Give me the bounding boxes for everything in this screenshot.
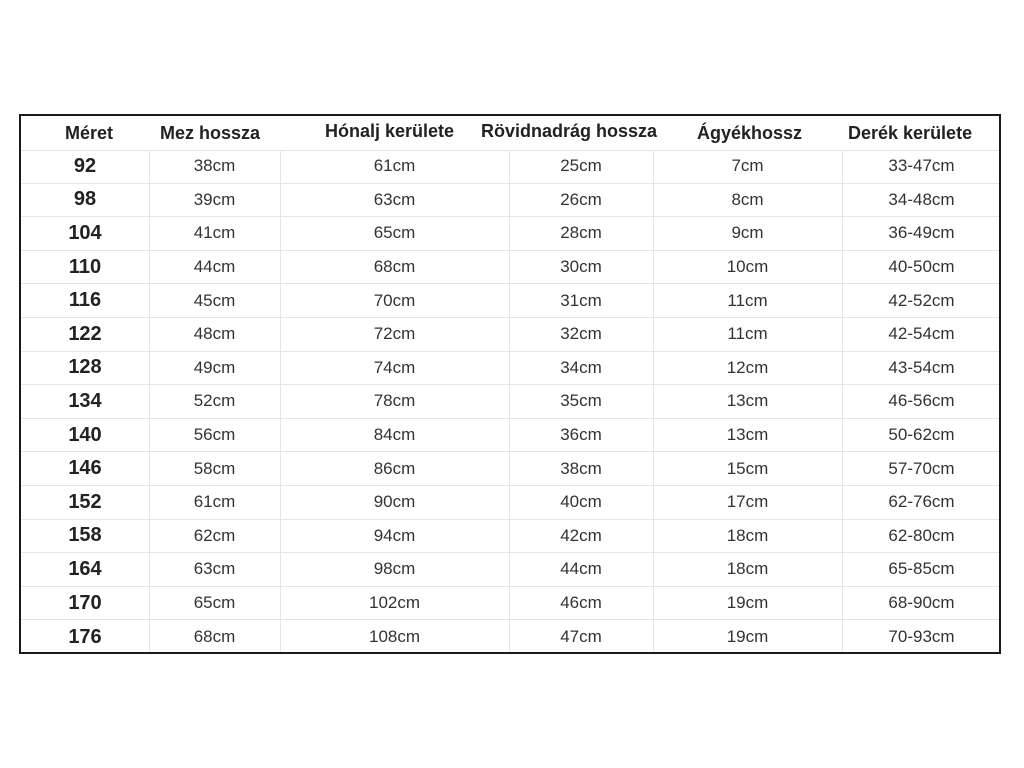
waist-cell: 46-56cm bbox=[888, 391, 955, 411]
size-cell: 164 bbox=[68, 557, 102, 580]
inseam-cell: 13cm bbox=[726, 391, 769, 411]
inseam-cell: 11cm bbox=[727, 324, 768, 344]
jersey-length-cell: 52cm bbox=[193, 391, 236, 411]
waist-cell: 65-85cm bbox=[888, 559, 955, 579]
inseam-cell: 8cm bbox=[731, 189, 764, 209]
size-cell: 134 bbox=[68, 389, 102, 412]
waist-cell: 42-52cm bbox=[888, 290, 955, 310]
chest-cell: 65cm bbox=[373, 223, 416, 243]
jersey-length-cell: 39cm bbox=[193, 189, 236, 209]
size-cell: 122 bbox=[68, 322, 102, 345]
jersey-length-cell: 65cm bbox=[193, 593, 236, 613]
jersey-length-cell: 38cm bbox=[193, 156, 236, 176]
chest-cell: 102cm bbox=[368, 593, 421, 613]
chest-cell: 68cm bbox=[373, 257, 416, 277]
waist-cell: 42-54cm bbox=[888, 324, 955, 344]
waist-cell: 70-93cm bbox=[888, 627, 955, 647]
table-row bbox=[21, 150, 999, 184]
chest-cell: 61cm bbox=[373, 156, 416, 176]
table-row bbox=[21, 419, 999, 453]
waist-cell: 50-62cm bbox=[888, 425, 955, 445]
table-row bbox=[21, 184, 999, 218]
shorts-length-cell: 28cm bbox=[560, 223, 602, 243]
header-agyekhossz: Ágyékhossz bbox=[697, 123, 803, 143]
header-derek-kerulete: Derék kerülete bbox=[848, 123, 973, 143]
size-cell: 158 bbox=[68, 524, 102, 547]
waist-cell: 34-48cm bbox=[888, 189, 955, 209]
waist-cell: 33-47cm bbox=[888, 156, 955, 176]
jersey-length-cell: 58cm bbox=[193, 458, 236, 478]
inseam-cell: 11cm bbox=[727, 290, 768, 310]
table-row bbox=[21, 385, 999, 419]
size-cell: 146 bbox=[68, 457, 102, 480]
inseam-cell: 7cm bbox=[731, 156, 764, 176]
chest-cell: 78cm bbox=[373, 391, 416, 411]
size-cell: 152 bbox=[68, 490, 102, 513]
inseam-cell: 18cm bbox=[726, 559, 769, 579]
table-row bbox=[21, 620, 999, 654]
size-cell: 98 bbox=[73, 188, 97, 211]
inseam-cell: 17cm bbox=[726, 492, 769, 512]
chest-cell: 74cm bbox=[373, 357, 416, 377]
shorts-length-cell: 40cm bbox=[560, 492, 602, 512]
chest-cell: 108cm bbox=[368, 627, 421, 647]
chest-cell: 98cm bbox=[373, 559, 416, 579]
size-cell: 128 bbox=[68, 356, 102, 379]
table-row bbox=[21, 318, 999, 352]
jersey-length-cell: 63cm bbox=[193, 559, 236, 579]
waist-cell: 36-49cm bbox=[888, 223, 955, 243]
table-row bbox=[21, 587, 999, 621]
column-divider bbox=[509, 150, 510, 652]
header-honalj-kerulete: Hónalj kerülete bbox=[325, 121, 455, 141]
waist-cell: 62-76cm bbox=[888, 492, 955, 512]
chest-cell: 63cm bbox=[373, 189, 416, 209]
shorts-length-cell: 36cm bbox=[560, 425, 602, 445]
waist-cell: 40-50cm bbox=[888, 257, 955, 277]
shorts-length-cell: 42cm bbox=[560, 525, 602, 545]
jersey-length-cell: 45cm bbox=[193, 290, 236, 310]
size-cell: 170 bbox=[68, 591, 102, 614]
waist-cell: 68-90cm bbox=[888, 593, 955, 613]
inseam-cell: 19cm bbox=[726, 593, 769, 613]
waist-cell: 62-80cm bbox=[888, 525, 955, 545]
shorts-length-cell: 38cm bbox=[560, 458, 602, 478]
table-row bbox=[21, 284, 999, 318]
table-row bbox=[21, 520, 999, 554]
chest-cell: 94cm bbox=[373, 525, 416, 545]
jersey-length-cell: 62cm bbox=[193, 525, 236, 545]
size-cell: 116 bbox=[68, 289, 102, 312]
inseam-cell: 12cm bbox=[726, 357, 769, 377]
size-chart-table bbox=[19, 114, 1001, 654]
shorts-length-cell: 35cm bbox=[560, 391, 602, 411]
table-row bbox=[21, 452, 999, 486]
table-row bbox=[21, 486, 999, 520]
size-cell: 92 bbox=[73, 154, 97, 177]
shorts-length-cell: 34cm bbox=[560, 357, 602, 377]
shorts-length-cell: 25cm bbox=[560, 156, 602, 176]
jersey-length-cell: 44cm bbox=[193, 257, 236, 277]
size-cell: 176 bbox=[68, 625, 102, 648]
inseam-cell: 15cm bbox=[726, 458, 769, 478]
jersey-length-cell: 56cm bbox=[193, 425, 236, 445]
shorts-length-cell: 32cm bbox=[560, 324, 602, 344]
jersey-length-cell: 48cm bbox=[193, 324, 236, 344]
chest-cell: 72cm bbox=[373, 324, 416, 344]
header-rovidnadrag-hossza: Rövidnadrág hossza bbox=[481, 121, 658, 141]
inseam-cell: 10cm bbox=[726, 257, 769, 277]
column-divider bbox=[149, 150, 150, 652]
table-body bbox=[21, 150, 999, 654]
table-row bbox=[21, 352, 999, 386]
table-row bbox=[21, 217, 999, 251]
shorts-length-cell: 47cm bbox=[560, 627, 602, 647]
waist-cell: 43-54cm bbox=[888, 357, 955, 377]
chest-cell: 86cm bbox=[373, 458, 416, 478]
shorts-length-cell: 44cm bbox=[560, 559, 602, 579]
size-cell: 104 bbox=[68, 221, 102, 244]
table-row bbox=[21, 553, 999, 587]
waist-cell: 57-70cm bbox=[888, 458, 955, 478]
jersey-length-cell: 68cm bbox=[193, 627, 236, 647]
inseam-cell: 19cm bbox=[726, 627, 769, 647]
size-cell: 140 bbox=[68, 423, 102, 446]
header-mez-hossza: Mez hossza bbox=[160, 123, 261, 143]
header-meret: Méret bbox=[65, 123, 114, 143]
jersey-length-cell: 41cm bbox=[193, 223, 236, 243]
table-row bbox=[21, 251, 999, 285]
column-divider bbox=[280, 150, 281, 652]
shorts-length-cell: 31cm bbox=[560, 290, 602, 310]
chest-cell: 90cm bbox=[373, 492, 416, 512]
shorts-length-cell: 46cm bbox=[560, 593, 602, 613]
jersey-length-cell: 61cm bbox=[193, 492, 236, 512]
table-header bbox=[21, 116, 999, 151]
inseam-cell: 18cm bbox=[726, 525, 769, 545]
column-divider bbox=[842, 150, 843, 652]
chest-cell: 84cm bbox=[373, 425, 416, 445]
shorts-length-cell: 26cm bbox=[560, 189, 602, 209]
size-cell: 110 bbox=[68, 255, 102, 278]
shorts-length-cell: 30cm bbox=[560, 257, 602, 277]
inseam-cell: 13cm bbox=[726, 425, 769, 445]
inseam-cell: 9cm bbox=[731, 223, 764, 243]
jersey-length-cell: 49cm bbox=[193, 357, 236, 377]
column-divider bbox=[653, 150, 654, 652]
chest-cell: 70cm bbox=[373, 290, 416, 310]
